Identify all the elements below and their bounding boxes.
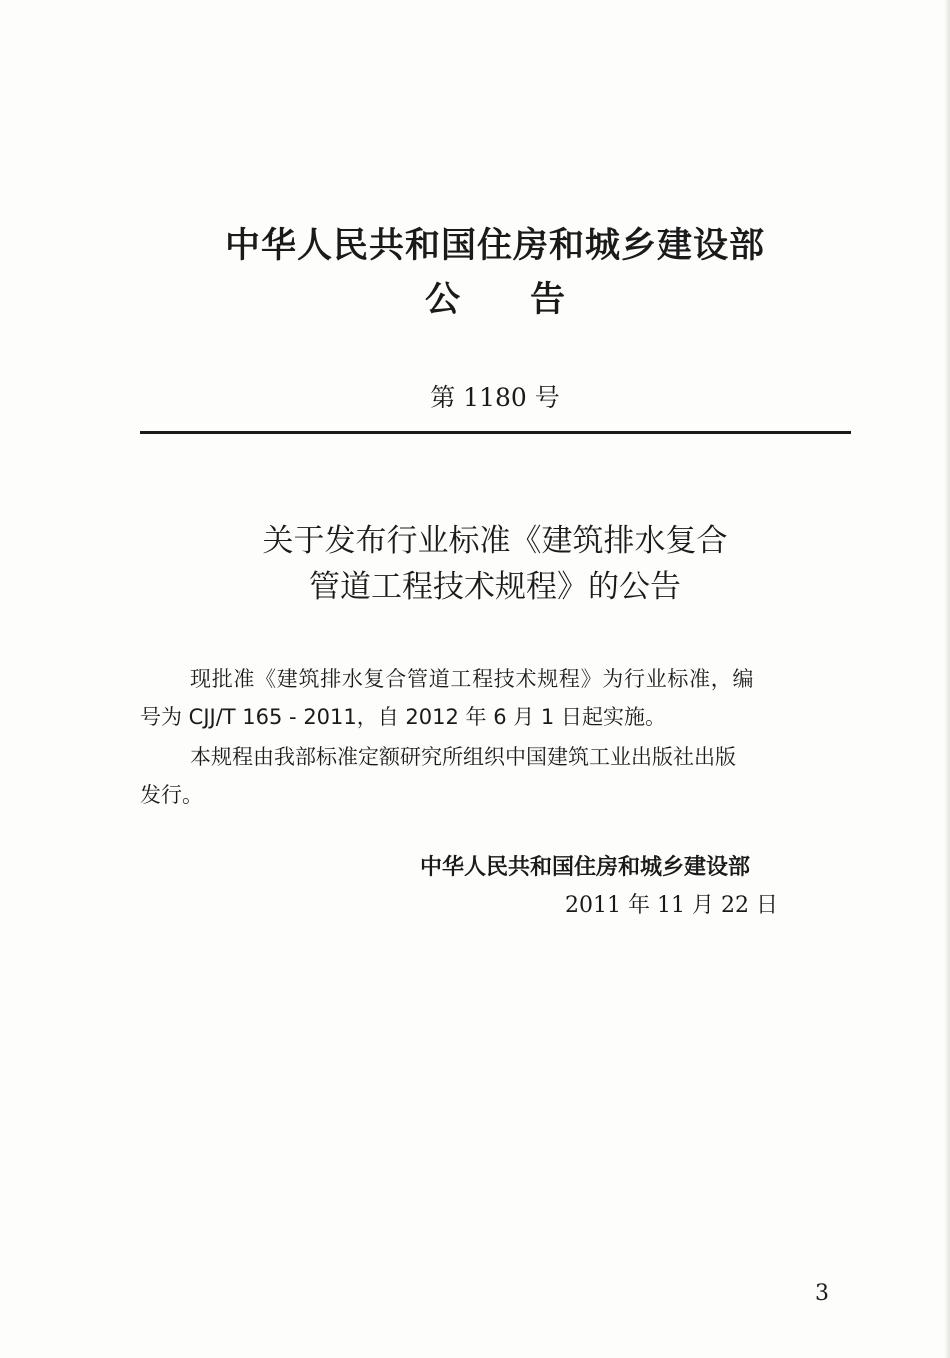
paragraph-2-line-2: 发行。 xyxy=(140,783,203,807)
notice-title: 公告 xyxy=(424,280,635,320)
notice-body xyxy=(140,660,852,814)
issuer-title: 中华人民共和国住房和城乡建设部 xyxy=(224,226,765,266)
signature-date: 2011 年 11 月 22 日 xyxy=(565,893,778,918)
notice-subject xyxy=(0,518,950,610)
document-number: 第 1180 号 xyxy=(430,383,560,412)
paragraph-1-line-2: 号为 CJJ/T 165 - 2011，自 2012 年 6 月 1 日起实施。 xyxy=(140,705,666,729)
page-number: 3 xyxy=(815,1281,829,1306)
page-edge xyxy=(944,0,950,1358)
subject-line-1: 关于发布行业标准《建筑排水复合 xyxy=(262,523,728,559)
header-divider xyxy=(140,431,851,434)
paragraph-2-line-1: 本规程由我部标准定额研究所组织中国建筑工业出版社出版 xyxy=(190,745,736,769)
paragraph-1-line-1: 现批准《建筑排水复合管道工程技术规程》为行业标准，编 xyxy=(190,667,755,691)
subject-line-2: 管道工程技术规程》的公告 xyxy=(309,569,681,605)
signature-organization: 中华人民共和国住房和城乡建设部 xyxy=(420,855,751,880)
